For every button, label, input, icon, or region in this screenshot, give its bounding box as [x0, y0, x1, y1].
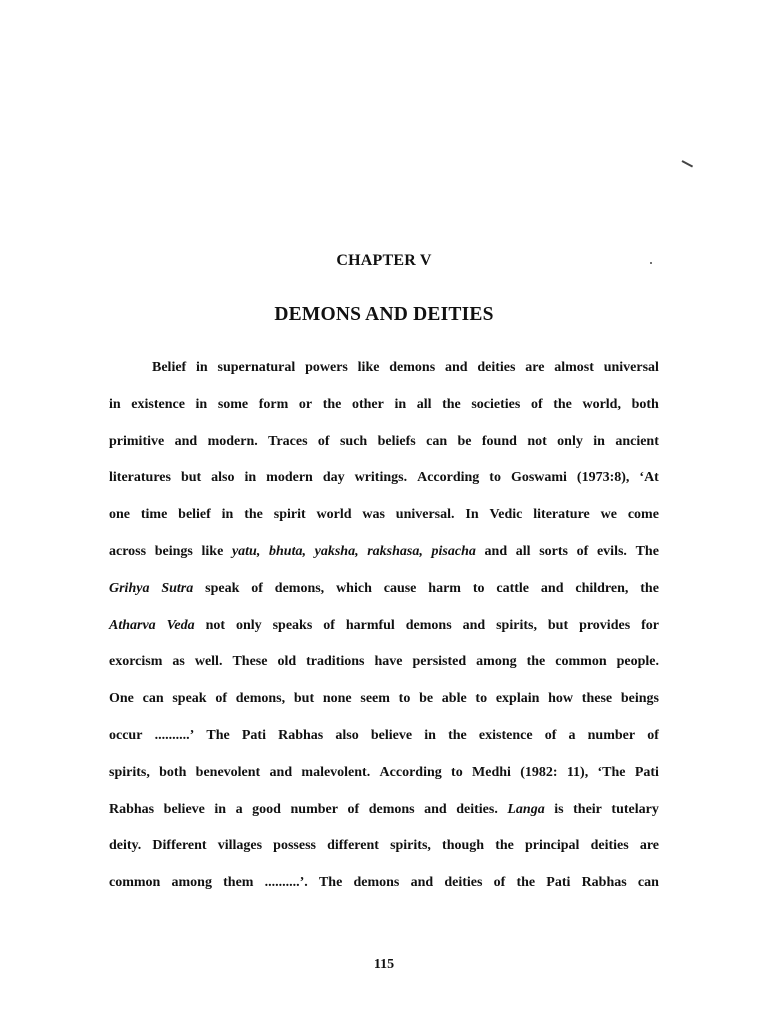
chapter-label: CHAPTER V [336, 252, 432, 269]
paragraph-line: one time belief in the spirit world was universal. In Vedic literature we come [109, 507, 659, 523]
paragraph-line: Belief in supernatural powers like demons and deities are almost universal [152, 360, 659, 375]
paragraph-line: across beings like yatu, bhuta, yaksha, rakshasa, pisacha and all sorts of evils. The [109, 543, 659, 559]
chapter-title: DEMONS AND DEITIES [274, 304, 494, 325]
paragraph-line: occur ..........’ The Pati Rabhas also believe in the existence of a number of [109, 727, 659, 743]
page-number: 115 [373, 957, 395, 972]
paragraph-line: One can speak of demons, but none seem to be able to explain how these beings [109, 691, 659, 707]
paragraph-line: deity. Different villages possess different spirits, though the principal deities are [109, 838, 659, 854]
paragraph-line: exorcism as well. These old traditions have persisted among the common people. [109, 654, 659, 670]
paragraph-line: literatures but also in modern day writings. According to Goswami (1973:8), ‘At [109, 470, 659, 486]
paragraph-line: Rabhas believe in a good number of demons and deities. Langa is their tutelary [109, 801, 659, 817]
paragraph-line: primitive and modern. Traces of such beliefs can be found not only in ancient [109, 433, 659, 449]
paragraph-line: common among them ..........’. The demons and deities of the Pati Rabhas can [109, 875, 659, 891]
stray-pen-mark [682, 160, 694, 167]
body-paragraph [109, 357, 659, 909]
paragraph-line: Grihya Sutra speak of demons, which cause harm to cattle and children, the [109, 580, 659, 596]
paragraph-line: Atharva Veda not only speaks of harmful demons and spirits, but provides for [109, 617, 659, 633]
paragraph-line: in existence in some form or the other in all the societies of the world, both [109, 396, 659, 412]
paragraph-line: spirits, both benevolent and malevolent. According to Medhi (1982: 11), ‘The Pati [109, 764, 659, 780]
